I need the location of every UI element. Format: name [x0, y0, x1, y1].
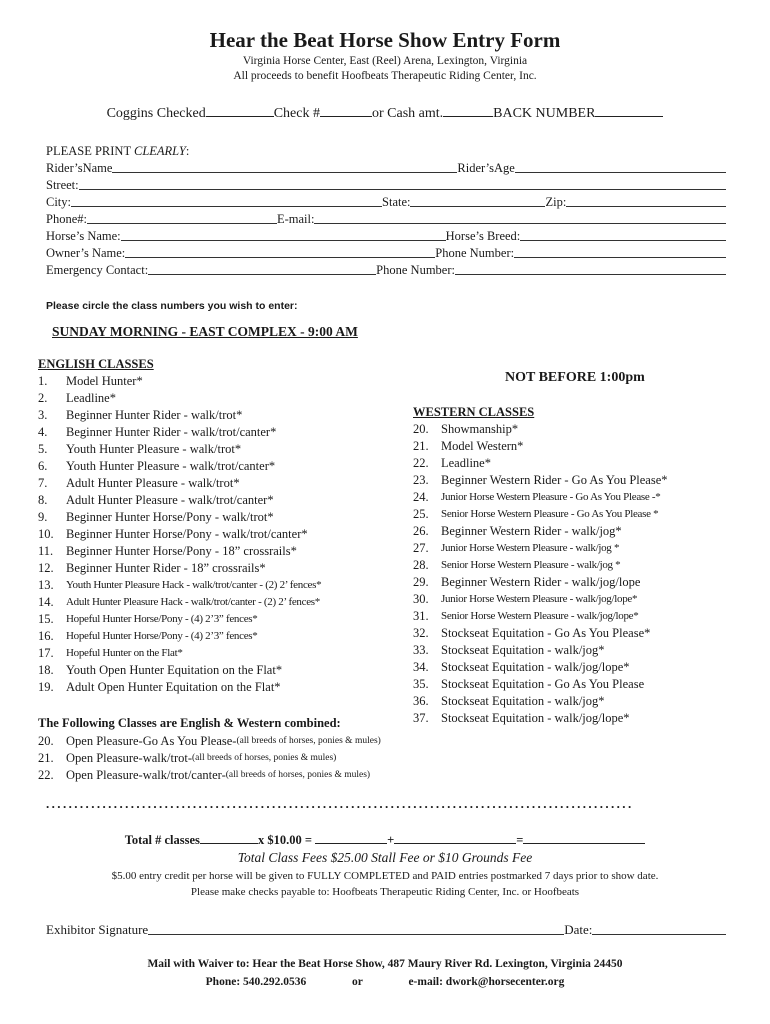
- class-name: Junior Horse Western Pleasure - Go As You Please -*: [441, 491, 661, 503]
- class-name: Beginner Western Rider - walk/jog/lope: [441, 575, 641, 589]
- class-number[interactable]: 37.: [413, 711, 429, 725]
- class-name: Beginner Western Rider - walk/jog*: [441, 524, 622, 538]
- rider-age-label: Rider’sAge: [457, 161, 515, 175]
- date-field[interactable]: [592, 922, 726, 935]
- state-field[interactable]: [410, 194, 545, 207]
- contact-phone: Phone: 540.292.0536: [205, 976, 307, 988]
- class-number[interactable]: 12.: [38, 561, 54, 575]
- emergency-phone-label: Phone Number:: [376, 263, 455, 277]
- city-label: City:: [46, 195, 72, 209]
- class-name: Adult Hunter Pleasure - walk/trot/canter*: [66, 493, 274, 507]
- proceeds-text: All proceeds to benefit Hoofbeats Therapeutic Riding Center, Inc.: [233, 70, 537, 82]
- class-number[interactable]: 30.: [413, 592, 429, 606]
- phone-row: [46, 211, 726, 227]
- owner-phone-field[interactable]: [514, 245, 726, 258]
- class-item[interactable]: [38, 492, 321, 509]
- class-item[interactable]: [38, 407, 321, 424]
- contact-email[interactable]: e-mail: dwork@horsecenter.org: [408, 976, 565, 988]
- class-number[interactable]: 13.: [38, 578, 54, 592]
- class-name: Beginner Hunter Rider - walk/trot/canter*: [66, 425, 277, 439]
- class-number[interactable]: 22.: [413, 456, 429, 470]
- class-item[interactable]: [38, 767, 381, 784]
- class-number[interactable]: 28.: [413, 558, 429, 572]
- class-number[interactable]: 25.: [413, 507, 429, 521]
- class-item[interactable]: [413, 710, 668, 727]
- form-title: Hear the Beat Horse Show Entry Form: [209, 28, 561, 52]
- class-item[interactable]: [38, 373, 321, 390]
- class-name: Youth Open Hunter Equitation on the Flat*: [66, 663, 283, 677]
- class-name: Leadline*: [441, 456, 491, 470]
- class-item[interactable]: [38, 577, 321, 594]
- stall-fee-field[interactable]: [394, 832, 516, 844]
- combined-classes-heading: The Following Classes are English & Western combined:: [38, 716, 341, 730]
- class-name: Model Hunter*: [66, 374, 143, 388]
- class-item[interactable]: [38, 543, 321, 560]
- class-item[interactable]: [413, 455, 668, 472]
- class-name: Junior Horse Western Pleasure - walk/jog/lope*: [441, 593, 638, 605]
- combined-class-list: [38, 733, 381, 784]
- horse-row: [46, 228, 726, 244]
- class-item[interactable]: [38, 750, 381, 767]
- total-classes-field[interactable]: [200, 832, 258, 844]
- class-name: Adult Hunter Pleasure - walk/trot*: [66, 476, 240, 490]
- street-row: [46, 177, 726, 193]
- class-item[interactable]: [38, 733, 381, 750]
- entry-credit-note: $5.00 entry credit per horse will be given to FULLY COMPLETED and PAID entries postmarked 7 days prior to show date.: [111, 870, 659, 882]
- class-name: Hopeful Hunter Horse/Pony - (4) 2’3” fences*: [66, 630, 258, 642]
- owner-name-field[interactable]: [125, 245, 435, 258]
- class-number[interactable]: 4.: [38, 425, 48, 439]
- class-number[interactable]: 23.: [413, 473, 429, 487]
- signature-row: [46, 922, 726, 938]
- class-name: Beginner Hunter Horse/Pony - walk/trot*: [66, 510, 274, 524]
- state-label: State:: [382, 195, 411, 209]
- class-number[interactable]: 14.: [38, 595, 54, 609]
- email-field[interactable]: [314, 211, 726, 224]
- venue-text: Virginia Horse Center, East (Reel) Arena, Lexington, Virginia: [242, 55, 528, 67]
- class-number[interactable]: 11.: [38, 544, 54, 558]
- street-field[interactable]: [79, 177, 726, 190]
- owner-name-label: Owner’s Name:: [46, 246, 126, 260]
- owner-phone-label: Phone Number:: [435, 246, 515, 260]
- class-number[interactable]: 10.: [38, 527, 54, 541]
- class-number[interactable]: 17.: [38, 646, 54, 660]
- zip-field[interactable]: [566, 194, 726, 207]
- class-name: Open Pleasure-walk/trot/canter-: [66, 768, 226, 782]
- class-number[interactable]: 31.: [413, 609, 429, 623]
- western-classes-heading: WESTERN CLASSES: [413, 405, 535, 419]
- class-name: Stockseat Equitation - Go As You Please*: [441, 626, 651, 640]
- phone-label: Phone#:: [46, 212, 87, 226]
- class-number[interactable]: 36.: [413, 694, 429, 708]
- class-note: (all breeds of horses, ponies & mules): [225, 770, 371, 780]
- plus-sign: +: [387, 833, 395, 847]
- coggins-label: Coggins Checked: [106, 106, 206, 121]
- class-name: Showmanship*: [441, 422, 519, 436]
- checks-payable-note: Please make checks payable to: Hoofbeats Therapeutic Riding Center, Inc. or Hoofbeats: [190, 886, 580, 898]
- class-number[interactable]: 2.: [38, 391, 48, 405]
- class-name: Youth Hunter Pleasure Hack - walk/trot/canter - (2) 2’ fences*: [66, 579, 322, 591]
- class-number[interactable]: 22.: [38, 768, 54, 782]
- class-item[interactable]: [38, 560, 321, 577]
- class-name: Beginner Hunter Rider - 18” crossrails*: [66, 561, 266, 575]
- class-item[interactable]: [38, 390, 321, 407]
- print-clearly-instruction: [46, 144, 189, 159]
- class-item[interactable]: [413, 438, 668, 455]
- class-item[interactable]: [38, 611, 321, 628]
- class-name: Youth Hunter Pleasure - walk/trot/canter*: [66, 459, 276, 473]
- class-name: Youth Hunter Pleasure - walk/trot*: [66, 442, 242, 456]
- class-item[interactable]: [413, 489, 668, 506]
- class-number[interactable]: 29.: [413, 575, 429, 589]
- afternoon-time-note: NOT BEFORE 1:00pm: [505, 370, 645, 385]
- class-name: Beginner Hunter Horse/Pony - 18” crossrails*: [66, 544, 297, 558]
- street-label: Street:: [46, 178, 79, 192]
- class-item[interactable]: [413, 421, 668, 438]
- class-item[interactable]: [413, 506, 668, 523]
- class-number[interactable]: 19.: [38, 680, 54, 694]
- emergency-row: [46, 262, 726, 278]
- class-name: Junior Horse Western Pleasure - walk/jog *: [441, 542, 620, 554]
- class-item[interactable]: [413, 642, 668, 659]
- class-note: (all breeds of horses, ponies & mules): [236, 736, 381, 746]
- check-label: Check #: [273, 106, 320, 121]
- class-name: Hopeful Hunter on the Flat*: [66, 647, 183, 659]
- class-name: Stockseat Equitation - Go As You Please: [441, 677, 645, 691]
- equals-sign: =: [516, 833, 524, 847]
- class-item[interactable]: [413, 574, 668, 591]
- class-number[interactable]: 32.: [413, 626, 429, 640]
- horse-breed-label: Horse’s Breed:: [445, 229, 521, 243]
- class-name: Stockseat Equitation - walk/jog/lope*: [441, 711, 630, 725]
- class-fees-field[interactable]: [315, 832, 387, 844]
- please-print-text: PLEASE PRINT: [46, 144, 134, 158]
- rider-name-label: Rider’sName: [46, 161, 113, 175]
- class-number[interactable]: 24.: [413, 490, 429, 504]
- horse-name-field[interactable]: [121, 228, 446, 241]
- check-number-field[interactable]: [320, 105, 372, 117]
- class-item[interactable]: [413, 472, 668, 489]
- class-number[interactable]: 3.: [38, 408, 48, 422]
- class-name: Senior Horse Western Pleasure - walk/jog *: [441, 559, 621, 571]
- rider-row: [46, 160, 726, 176]
- class-number[interactable]: 18.: [38, 663, 54, 677]
- emergency-contact-label: Emergency Contact:: [46, 263, 149, 277]
- coggins-field[interactable]: [206, 105, 274, 117]
- class-item[interactable]: [413, 557, 668, 574]
- class-item[interactable]: [38, 424, 321, 441]
- class-number[interactable]: 26.: [413, 524, 429, 538]
- class-number[interactable]: 7.: [38, 476, 48, 490]
- signature-field[interactable]: [148, 922, 564, 935]
- email-label: E-mail:: [276, 212, 315, 226]
- class-name: Stockseat Equitation - walk/jog*: [441, 694, 605, 708]
- class-number[interactable]: 35.: [413, 677, 429, 691]
- rider-age-field[interactable]: [515, 160, 726, 173]
- zip-label: Zip:: [545, 195, 567, 209]
- class-name: Beginner Hunter Horse/Pony - walk/trot/canter*: [66, 527, 308, 541]
- class-number[interactable]: 21.: [413, 439, 429, 453]
- class-item[interactable]: [38, 475, 321, 492]
- english-classes-heading: ENGLISH CLASSES: [38, 357, 154, 371]
- circle-instruction: Please circle the class numbers you wish to enter:: [46, 300, 298, 312]
- class-item[interactable]: [38, 679, 321, 696]
- class-name: Stockseat Equitation - walk/jog*: [441, 643, 605, 657]
- emergency-phone-field[interactable]: [455, 262, 726, 275]
- class-number[interactable]: 27.: [413, 541, 429, 555]
- class-number[interactable]: 21.: [38, 751, 54, 765]
- clearly-text: CLEARLY: [133, 144, 186, 158]
- class-item[interactable]: [38, 628, 321, 645]
- dotted-divider: ........................................................................................................: [46, 796, 634, 811]
- city-field[interactable]: [71, 194, 382, 207]
- class-number[interactable]: 20.: [38, 734, 54, 748]
- class-name: Senior Horse Western Pleasure - walk/jog/lope*: [441, 610, 639, 622]
- class-item[interactable]: [413, 523, 668, 540]
- class-item[interactable]: [38, 458, 321, 475]
- class-name: Open Pleasure-walk/trot-: [66, 751, 193, 765]
- class-name: Adult Hunter Pleasure Hack - walk/trot/canter - (2) 2’ fences*: [66, 596, 320, 608]
- phone-field[interactable]: [87, 211, 277, 224]
- class-number[interactable]: 16.: [38, 629, 54, 643]
- class-name: Adult Open Hunter Equitation on the Flat*: [66, 680, 281, 694]
- or-text: or: [352, 976, 363, 988]
- cash-label: or Cash amt.: [371, 106, 444, 121]
- class-number[interactable]: 34.: [413, 660, 429, 674]
- class-number[interactable]: 6.: [38, 459, 48, 473]
- class-name: Model Western*: [441, 439, 524, 453]
- session-heading: SUNDAY MORNING - EAST COMPLEX - 9:00 AM: [52, 324, 358, 339]
- class-note: (all breeds of horses, ponies & mules): [192, 753, 337, 763]
- class-name: Open Pleasure-Go As You Please-: [66, 734, 237, 748]
- office-use-line: [0, 105, 770, 122]
- class-item[interactable]: [413, 591, 668, 608]
- class-name: Beginner Hunter Rider - walk/trot*: [66, 408, 243, 422]
- emergency-contact-field[interactable]: [148, 262, 376, 275]
- class-item[interactable]: [38, 645, 321, 662]
- class-item[interactable]: [38, 441, 321, 458]
- class-name: Leadline*: [66, 391, 116, 405]
- class-number[interactable]: 33.: [413, 643, 429, 657]
- class-name: Beginner Western Rider - Go As You Please*: [441, 473, 668, 487]
- class-name: Hopeful Hunter Horse/Pony - (4) 2’3” fences*: [66, 613, 258, 625]
- cash-amount-field[interactable]: [443, 105, 493, 117]
- class-number[interactable]: 1.: [38, 374, 48, 388]
- colon-text: :: [185, 144, 190, 158]
- mail-address: Mail with Waiver to: Hear the Beat Horse Show, 487 Maury River Rd. Lexington, Virginia 24450: [147, 958, 623, 970]
- date-label: Date:: [564, 922, 593, 937]
- totals-line: [0, 832, 770, 848]
- rate-text: x $10.00 =: [257, 833, 312, 847]
- class-item[interactable]: [38, 594, 321, 611]
- rider-name-field[interactable]: [112, 160, 457, 173]
- class-item[interactable]: [38, 662, 321, 679]
- class-item[interactable]: [38, 526, 321, 543]
- fees-note: Total Class Fees $25.00 Stall Fee or $10 Grounds Fee: [237, 850, 533, 865]
- horse-breed-field[interactable]: [520, 228, 726, 241]
- back-number-field[interactable]: [595, 105, 663, 117]
- signature-label: Exhibitor Signature: [46, 922, 149, 937]
- class-item[interactable]: [38, 509, 321, 526]
- grand-total-field[interactable]: [523, 832, 645, 844]
- class-item[interactable]: [413, 693, 668, 710]
- class-item[interactable]: [413, 625, 668, 642]
- class-number[interactable]: 20.: [413, 422, 429, 436]
- class-name: Senior Horse Western Pleasure - Go As You Please *: [441, 508, 659, 520]
- english-class-list: [38, 373, 321, 696]
- total-classes-label: Total # classes: [124, 833, 200, 847]
- class-item[interactable]: [413, 676, 668, 693]
- class-item[interactable]: [413, 659, 668, 676]
- city-row: [46, 194, 726, 210]
- class-item[interactable]: [413, 608, 668, 625]
- class-number[interactable]: 8.: [38, 493, 48, 507]
- class-number[interactable]: 15.: [38, 612, 54, 626]
- class-name: Stockseat Equitation - walk/jog/lope*: [441, 660, 630, 674]
- western-class-list: [413, 421, 668, 727]
- class-number[interactable]: 9.: [38, 510, 48, 524]
- contact-line: [0, 976, 770, 988]
- horse-name-label: Horse’s Name:: [46, 229, 121, 243]
- class-item[interactable]: [413, 540, 668, 557]
- class-number[interactable]: 5.: [38, 442, 48, 456]
- owner-row: [46, 245, 726, 261]
- back-number-label: BACK NUMBER: [493, 106, 596, 121]
